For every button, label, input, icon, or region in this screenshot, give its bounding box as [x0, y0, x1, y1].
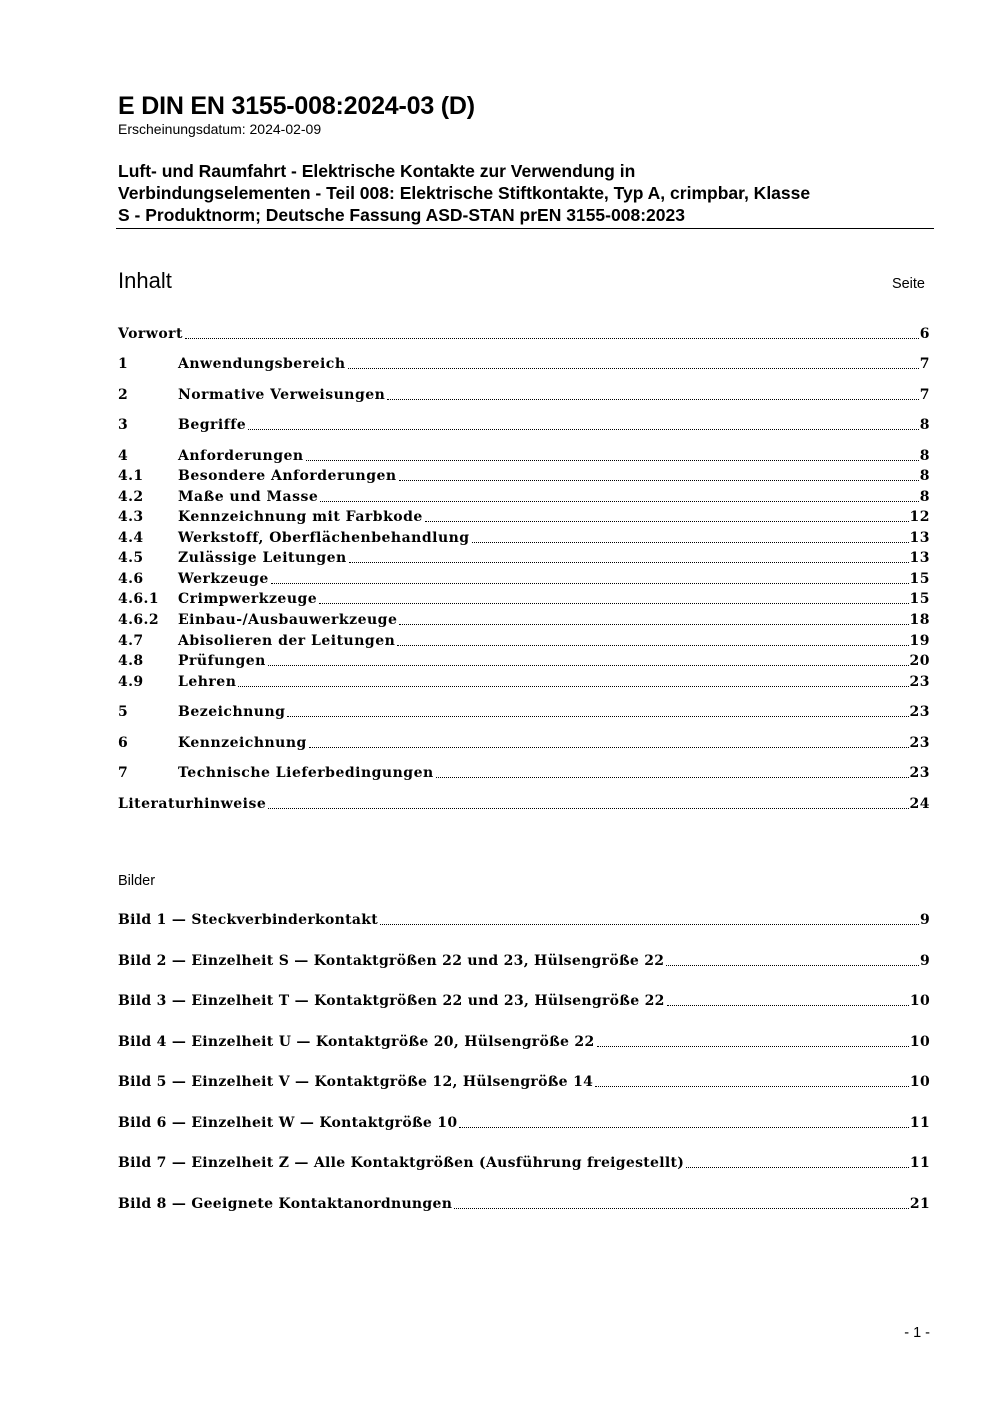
figure-entry-text: Bild 7 — Einzelheit Z — Alle Kontaktgrößen (Ausführung freigestellt): [118, 1155, 685, 1171]
toc-entry-number: 4.4: [118, 530, 144, 546]
figure-entry-page: 9: [919, 953, 930, 969]
document-title: E DIN EN 3155-008:2024-03 (D): [118, 92, 475, 120]
toc-entry-number: 4.6.1: [118, 591, 159, 607]
figure-entry-3[interactable]: [118, 992, 930, 1011]
toc-entry-page: 23: [909, 765, 930, 781]
toc-entry-4-4[interactable]: [118, 529, 930, 548]
figure-entry-page: 10: [909, 1034, 930, 1050]
dot-leader: [454, 1208, 909, 1209]
toc-entry-4-6-2[interactable]: [118, 611, 930, 630]
toc-entry-number: 4.5: [118, 550, 144, 566]
dot-leader: [238, 686, 908, 687]
toc-entry-4-3[interactable]: [118, 508, 930, 527]
toc-entry-page: 15: [909, 591, 930, 607]
toc-entry-vorwort[interactable]: [118, 325, 930, 344]
toc-entry-text: Einbau-/Ausbauwerkzeuge: [178, 612, 398, 628]
toc-entry-page: 13: [909, 530, 930, 546]
toc-entry-4-9[interactable]: [118, 673, 930, 692]
title-divider: [116, 228, 934, 229]
figure-entry-page: 10: [909, 993, 930, 1009]
toc-entry-page: 19: [909, 633, 930, 649]
toc-entry-page: 13: [909, 550, 930, 566]
toc-entry-text: Werkzeuge: [178, 571, 269, 587]
toc-entry-page: 6: [919, 326, 930, 342]
toc-entry-6[interactable]: [118, 734, 930, 753]
dot-leader: [248, 429, 919, 430]
toc-heading: Inhalt: [118, 268, 172, 293]
figure-entry-text: Bild 1 — Steckverbinderkontakt: [118, 912, 379, 928]
toc-entry-number: 5: [118, 704, 129, 720]
dot-leader: [349, 562, 909, 563]
toc-entry-1[interactable]: [118, 355, 930, 374]
figure-entry-1[interactable]: [118, 911, 930, 930]
toc-entry-4-1[interactable]: [118, 467, 930, 486]
dot-leader: [686, 1167, 909, 1168]
toc-entry-text: Vorwort: [118, 326, 184, 342]
toc-entry-number: 6: [118, 735, 129, 751]
toc-entry-text: Crimpwerkzeuge: [178, 591, 318, 607]
figure-entry-text: Bild 8 — Geeignete Kontaktanordnungen: [118, 1196, 453, 1212]
toc-entry-text: Werkstoff, Oberflächenbehandlung: [178, 530, 470, 546]
dot-leader: [399, 480, 919, 481]
toc-entry-text: Normative Verweisungen: [178, 387, 386, 403]
figure-entry-2[interactable]: [118, 952, 930, 971]
toc-entry-page: 23: [909, 735, 930, 751]
figure-entry-6[interactable]: [118, 1114, 930, 1133]
figure-entry-page: 11: [909, 1155, 930, 1171]
toc-entry-number: 4.7: [118, 633, 144, 649]
toc-entry-page: 18: [909, 612, 930, 628]
page-number: - 1 -: [904, 1325, 930, 1341]
toc-entry-4[interactable]: [118, 447, 930, 466]
toc-entry-page: 8: [919, 489, 930, 505]
toc-entry-page: 12: [909, 509, 930, 525]
dot-leader: [268, 808, 908, 809]
toc-entry-number: 4.6.2: [118, 612, 159, 628]
toc-entry-page: 15: [909, 571, 930, 587]
dot-leader: [387, 399, 918, 400]
toc-entry-4-8[interactable]: [118, 652, 930, 671]
dot-leader: [666, 965, 919, 966]
toc-entry-number: 2: [118, 387, 129, 403]
toc-entry-4-6-1[interactable]: [118, 590, 930, 609]
toc-entry-text: Prüfungen: [178, 653, 266, 669]
toc-entry-text: Besondere Anforderungen: [178, 468, 397, 484]
figure-entry-8[interactable]: [118, 1195, 930, 1214]
toc-entry-text: Anforderungen: [178, 448, 304, 464]
dot-leader: [399, 624, 908, 625]
dot-leader: [397, 645, 908, 646]
dot-leader: [319, 603, 908, 604]
dot-leader: [472, 542, 909, 543]
subtitle-line: S - Produktnorm; Deutsche Fassung ASD-STAN prEN 3155-008:2023: [118, 205, 685, 225]
toc-entry-4-7[interactable]: [118, 632, 930, 651]
dot-leader: [287, 716, 908, 717]
dot-leader: [268, 665, 909, 666]
dot-leader: [185, 338, 919, 339]
toc-entry-page: 8: [919, 448, 930, 464]
toc-entry-text: Technische Lieferbedingungen: [178, 765, 434, 781]
figure-entry-text: Bild 5 — Einzelheit V — Kontaktgröße 12, Hülsengröße 14: [118, 1074, 594, 1090]
toc-entry-page: 8: [919, 468, 930, 484]
page-column-label: Seite: [891, 276, 925, 292]
figure-entry-text: Bild 4 — Einzelheit U — Kontaktgröße 20, Hülsengröße 22: [118, 1034, 595, 1050]
toc-entry-page: 8: [919, 417, 930, 433]
dot-leader: [309, 747, 909, 748]
dot-leader: [306, 460, 919, 461]
figure-entry-text: Bild 2 — Einzelheit S — Kontaktgrößen 22 und 23, Hülsengröße 22: [118, 953, 665, 969]
toc-entry-page: 20: [909, 653, 930, 669]
toc-entry-number: 4.2: [118, 489, 144, 505]
toc-entry-text: Kennzeichnung: [178, 735, 307, 751]
dot-leader: [348, 368, 919, 369]
figure-entry-page: 9: [919, 912, 930, 928]
toc-entry-text: Bezeichnung: [178, 704, 286, 720]
dot-leader: [597, 1046, 909, 1047]
document-subtitle: [118, 160, 930, 226]
toc-entry-number: 3: [118, 417, 129, 433]
toc-entry-3[interactable]: [118, 416, 930, 435]
dot-leader: [459, 1127, 909, 1128]
toc-entry-4-2[interactable]: [118, 488, 930, 507]
publication-date: Erscheinungsdatum: 2024-02-09: [118, 121, 322, 137]
toc-entry-2[interactable]: [118, 386, 930, 405]
toc-entry-text: Literaturhinweise: [118, 796, 267, 812]
toc-entry-number: 4.8: [118, 653, 144, 669]
toc-entry-number: 7: [118, 765, 129, 781]
figure-entry-7[interactable]: [118, 1154, 930, 1173]
toc-entry-text: Zulässige Leitungen: [178, 550, 347, 566]
figure-entry-page: 10: [909, 1074, 930, 1090]
toc-entry-number: 4.3: [118, 509, 144, 525]
dot-leader: [595, 1086, 909, 1087]
toc-entry-text: Kennzeichnung mit Farbkode: [178, 509, 423, 525]
toc-entry-text: Maße und Masse: [178, 489, 319, 505]
toc-entry-text: Begriffe: [178, 417, 247, 433]
toc-entry-literaturhinweise[interactable]: [118, 795, 930, 814]
toc-entry-page: 7: [919, 356, 930, 372]
toc-entry-text: Abisolieren der Leitungen: [178, 633, 396, 649]
toc-entry-number: 4: [118, 448, 129, 464]
toc-entry-number: 4.9: [118, 674, 144, 690]
toc-entry-text: Anwendungsbereich: [178, 356, 346, 372]
toc-entry-page: 23: [909, 704, 930, 720]
figure-entry-page: 21: [909, 1196, 930, 1212]
toc-entry-page: 23: [909, 674, 930, 690]
toc-entry-4-5[interactable]: [118, 549, 930, 568]
toc-entry-page: 7: [919, 387, 930, 403]
toc-entry-number: 4.1: [118, 468, 144, 484]
toc-entry-number: 1: [118, 356, 129, 372]
toc-entry-4-6[interactable]: [118, 570, 930, 589]
figure-entry-page: 11: [909, 1115, 930, 1131]
figure-entry-text: Bild 6 — Einzelheit W — Kontaktgröße 10: [118, 1115, 458, 1131]
dot-leader: [320, 501, 919, 502]
dot-leader: [667, 1005, 909, 1006]
subtitle-line: Verbindungselementen - Teil 008: Elektrische Stiftkontakte, Typ A, crimpbar, Klasse: [118, 183, 811, 203]
toc-entry-page: 24: [909, 796, 930, 812]
figure-entry-5[interactable]: [118, 1073, 930, 1092]
toc-entry-number: 4.6: [118, 571, 144, 587]
dot-leader: [436, 777, 909, 778]
toc-entry-7[interactable]: [118, 764, 930, 783]
dot-leader: [380, 924, 919, 925]
toc-entry-text: Lehren: [178, 674, 237, 690]
figure-entry-text: Bild 3 — Einzelheit T — Kontaktgrößen 22 und 23, Hülsengröße 22: [118, 993, 665, 1009]
dot-leader: [425, 521, 909, 522]
figure-entry-4[interactable]: [118, 1033, 930, 1052]
subtitle-line: Luft- und Raumfahrt - Elektrische Kontakte zur Verwendung in: [118, 161, 636, 181]
figures-heading: Bilder: [118, 873, 156, 889]
dot-leader: [271, 583, 909, 584]
toc-entry-5[interactable]: [118, 703, 930, 722]
